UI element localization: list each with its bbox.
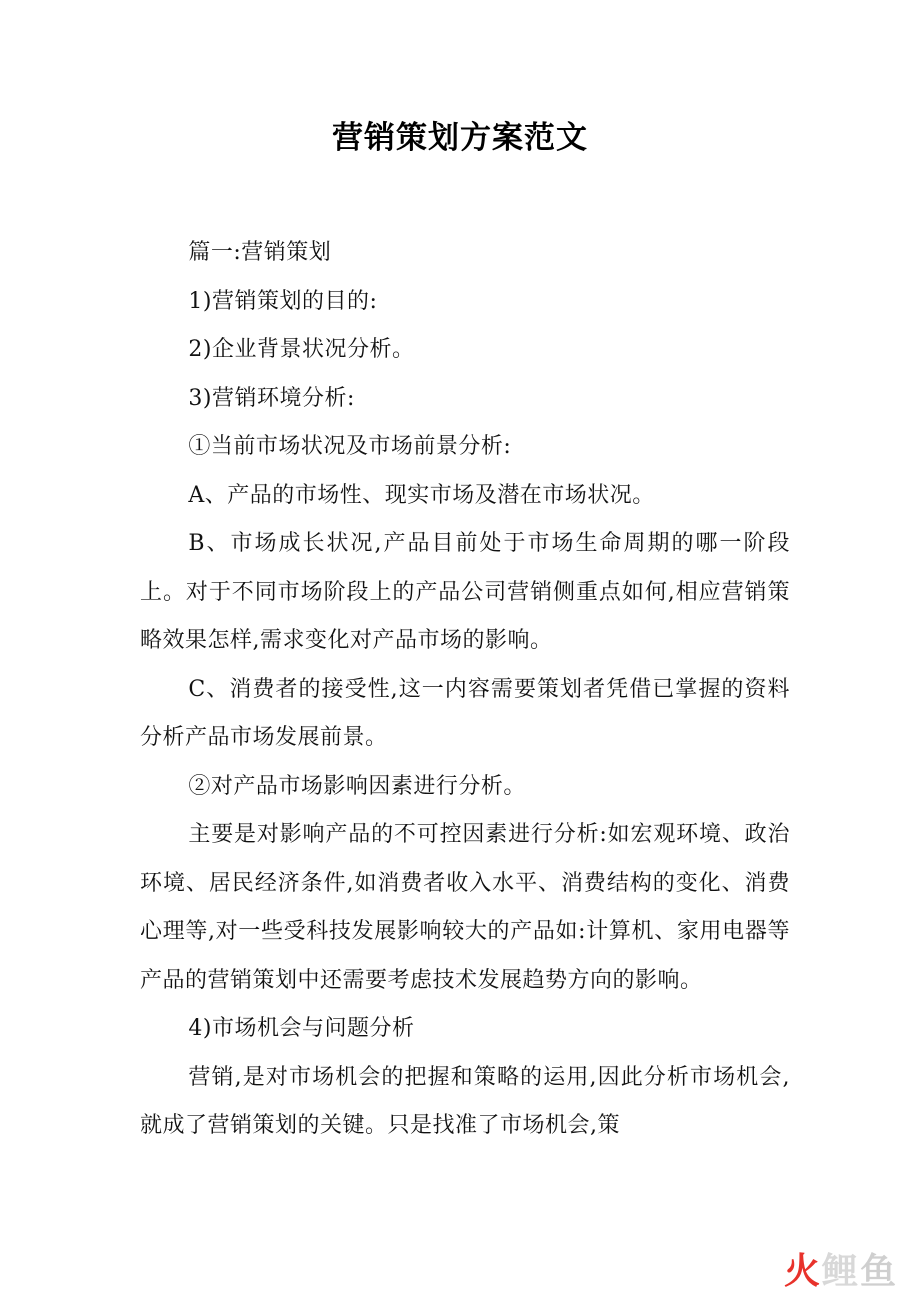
paragraph: 4)市场机会与问题分析 — [188, 1016, 415, 1041]
paragraph: A、产品的市场性、现实市场及潜在市场状况。 — [188, 482, 655, 508]
paragraph: B、市场成长状况,产品目前处于市场生命周期的哪一阶段上。对于不同市场阶段上的产品公司营销侧重点如何,相应营销策略效果怎样,需求变化对产品市场的影响。 — [140, 531, 790, 653]
watermark-char: 鲤 — [821, 1251, 858, 1292]
paragraph: 篇一:营销策划 — [188, 240, 332, 265]
paragraph: 2)企业背景状况分析。 — [188, 337, 415, 362]
watermark-logo — [784, 1252, 896, 1292]
document-title: 营销策划方案范文 — [332, 120, 588, 156]
paragraph: C、消费者的接受性,这一内容需要策划者凭借已掌握的资料分析产品市场发展前景。 — [140, 676, 790, 750]
watermark-char: 火 — [783, 1251, 820, 1292]
paragraph: 营销,是对市场机会的把握和策略的运用,因此分析市场机会,就成了营销策划的关键。只是找准了市场机会,策 — [140, 1064, 790, 1138]
paragraph: ②对产品市场影响因素进行分析。 — [188, 773, 526, 799]
paragraph: 主要是对影响产品的不可控因素进行分析:如宏观环境、政治环境、居民经济条件,如消费者收入水平、消费结构的变化、消费心理等,对一些受科技发展影响较大的产品如:计算机、家用电器等产品的营销策划中还需要考虑技术发展趋势方向的影响。 — [140, 822, 790, 993]
document-body — [140, 229, 790, 1151]
paragraph: ①当前市场状况及市场前景分析: — [188, 434, 512, 459]
paragraph: 3)营销环境分析: — [188, 385, 355, 411]
watermark-char: 鱼 — [859, 1251, 896, 1292]
paragraph: 1)营销策划的目的: — [188, 288, 378, 314]
